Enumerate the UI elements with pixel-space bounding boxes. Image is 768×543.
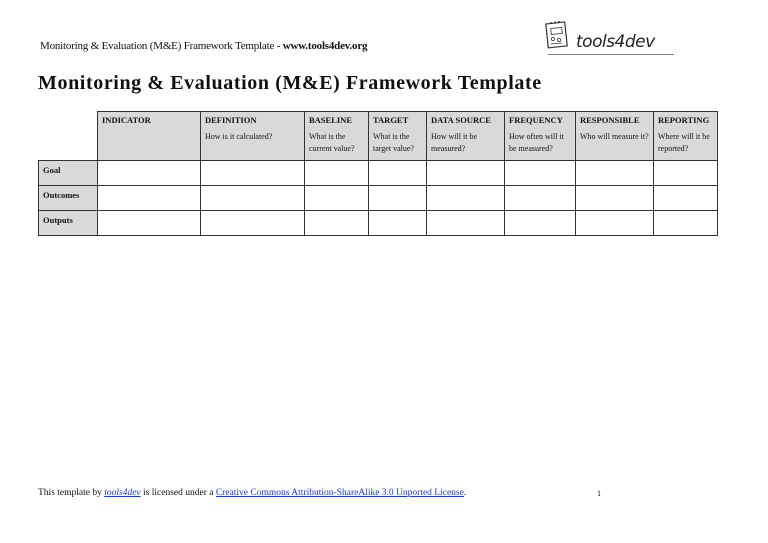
column-question: How will it be measured?	[431, 132, 477, 153]
table-cell[interactable]	[98, 161, 201, 186]
row-header-outcomes: Outcomes	[39, 186, 98, 211]
table-cell[interactable]	[369, 161, 427, 186]
table-cell[interactable]	[576, 186, 654, 211]
me-framework-table	[38, 111, 718, 236]
column-heading: BASELINE	[309, 115, 352, 125]
table-cell[interactable]	[305, 211, 369, 236]
table-row-goal	[39, 161, 718, 186]
column-heading: TARGET	[373, 115, 409, 125]
logo-wordmark: tools4dev	[576, 32, 655, 52]
column-heading: FREQUENCY	[509, 115, 563, 125]
column-header-responsible	[576, 112, 654, 161]
license-footer	[38, 488, 466, 498]
table-cell[interactable]	[201, 161, 305, 186]
table-cell[interactable]	[505, 211, 576, 236]
license-link[interactable]: Creative Commons Attribution-ShareAlike 3.0 Unported License	[215, 488, 464, 498]
running-header	[40, 40, 367, 52]
table-cell[interactable]	[98, 211, 201, 236]
column-header-target	[369, 112, 427, 161]
corner-cell	[39, 112, 98, 161]
table-cell[interactable]	[369, 186, 427, 211]
table-cell[interactable]	[427, 161, 505, 186]
table-row-outcomes	[39, 186, 718, 211]
page-title: Monitoring & Evaluation (M&E) Framework Template	[38, 72, 542, 94]
table-cell[interactable]	[98, 186, 201, 211]
footer-prefix: This template by	[38, 488, 105, 498]
column-heading: RESPONSIBLE	[580, 115, 640, 125]
column-question: What is the current value?	[309, 132, 355, 153]
tools4dev-logo	[540, 18, 675, 58]
table-cell[interactable]	[305, 161, 369, 186]
table-cell[interactable]	[576, 211, 654, 236]
column-header-data-source	[427, 112, 505, 161]
header-url[interactable]: www.tools4dev.org	[282, 40, 368, 52]
column-heading: REPORTING	[658, 115, 710, 125]
column-header-reporting	[654, 112, 718, 161]
column-header-definition	[201, 112, 305, 161]
table-cell[interactable]	[576, 161, 654, 186]
column-heading: INDICATOR	[102, 115, 151, 125]
header-doc-title: Monitoring & Evaluation (M&E) Framework Template -	[40, 40, 283, 52]
table-cell[interactable]	[505, 161, 576, 186]
column-question: Who will measure it?	[580, 132, 649, 141]
column-question: How is it calculated?	[205, 132, 273, 141]
table-cell[interactable]	[654, 211, 718, 236]
column-question: Where will it be reported?	[658, 132, 710, 153]
table-cell[interactable]	[201, 211, 305, 236]
table-row-outputs	[39, 211, 718, 236]
column-question: How often will it be measured?	[509, 132, 564, 153]
column-header-frequency	[505, 112, 576, 161]
row-header-goal: Goal	[39, 161, 98, 186]
table-cell[interactable]	[505, 186, 576, 211]
column-header-baseline	[305, 112, 369, 161]
footer-suffix: .	[463, 488, 467, 498]
row-header-outputs: Outputs	[39, 211, 98, 236]
column-heading: DATA SOURCE	[431, 115, 491, 125]
notepad-icon	[544, 20, 570, 50]
column-heading: DEFINITION	[205, 115, 257, 125]
page-number: 1	[597, 489, 601, 498]
table-cell[interactable]	[654, 161, 718, 186]
table-cell[interactable]	[427, 211, 505, 236]
table-cell[interactable]	[201, 186, 305, 211]
table-cell[interactable]	[305, 186, 369, 211]
table-cell[interactable]	[654, 186, 718, 211]
logo-underline	[548, 54, 674, 55]
table-cell[interactable]	[369, 211, 427, 236]
header-row	[39, 112, 718, 161]
column-question: What is the target value?	[373, 132, 414, 153]
table-cell[interactable]	[427, 186, 505, 211]
tools4dev-link[interactable]: tools4dev	[104, 488, 141, 498]
footer-middle: is licensed under a	[140, 488, 216, 498]
column-header-indicator	[98, 112, 201, 161]
